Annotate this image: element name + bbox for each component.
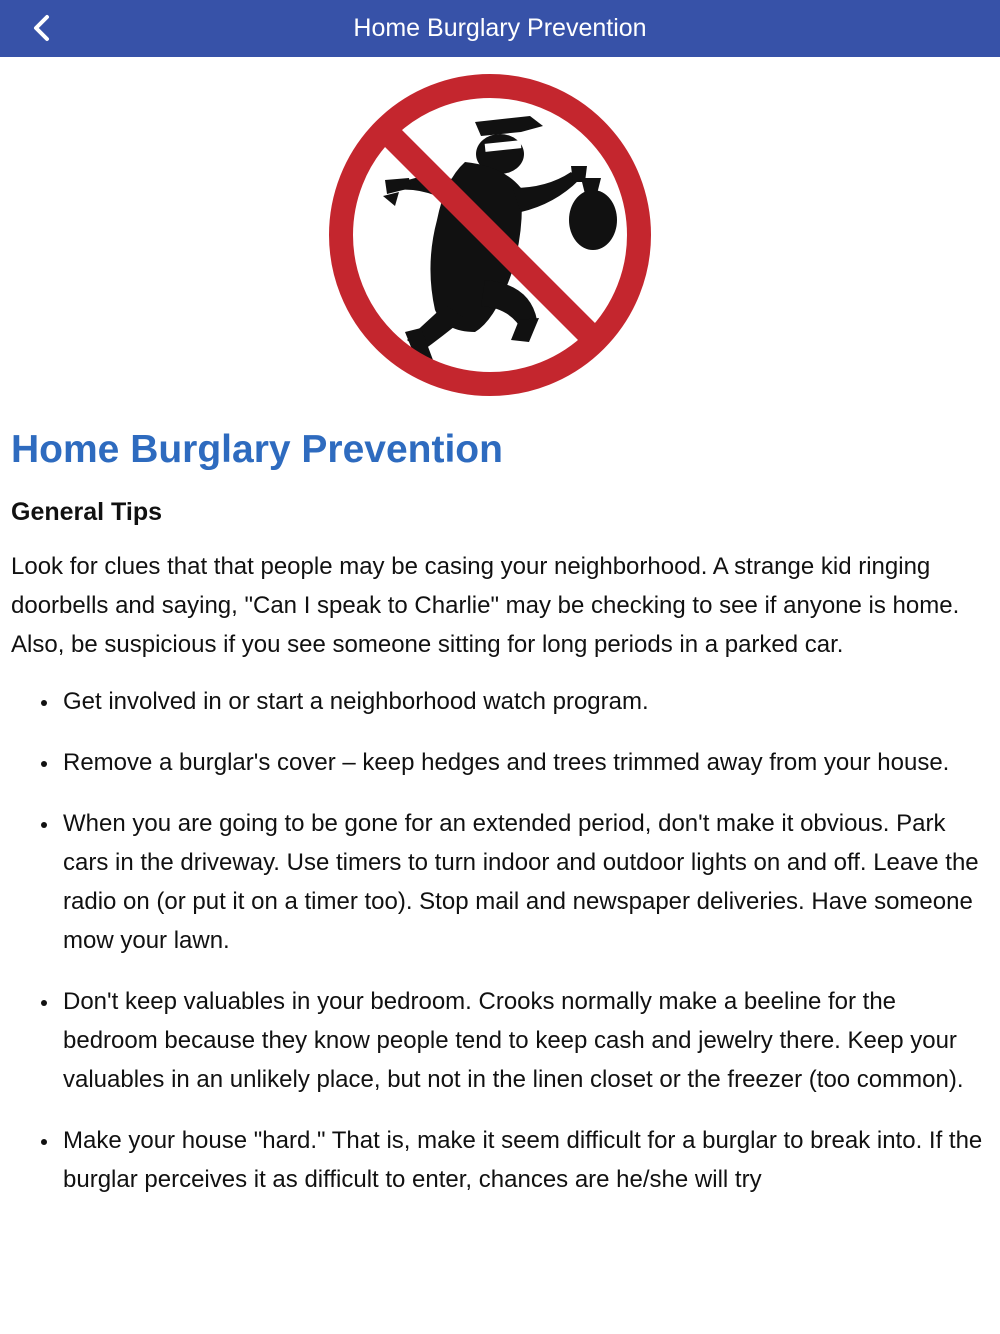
list-item: Make your house "hard." That is, make it seem difficult for a burglar to break into. If the burglar perceives it as difficult to enter, chances are he/she will try — [11, 1121, 991, 1199]
tips-list — [11, 682, 991, 1199]
list-item: Get involved in or start a neighborhood watch program. — [11, 682, 991, 721]
hero-image — [325, 70, 655, 400]
list-item: When you are going to be gone for an extended period, don't make it obvious. Park cars in the driveway. Use timers to turn indoor and outdoor lights on and off. Leave the radio on (or put it on a timer too). Stop mail and newspaper deliveries. Have someone mow your lawn. — [11, 804, 991, 960]
nav-bar — [0, 0, 1000, 57]
section-heading: General Tips — [11, 498, 162, 526]
page-title: Home Burglary Prevention — [11, 428, 503, 471]
intro-paragraph: Look for clues that that people may be casing your neighborhood. A strange kid ringing doorbells and saying, "Can I speak to Charlie" may be checking to see if anyone is home. Also, be suspicious if you see someone sitting for long periods in a parked car. — [11, 553, 960, 658]
back-button[interactable] — [22, 8, 62, 48]
no-burglar-icon — [325, 70, 655, 400]
article-content — [11, 70, 991, 1221]
list-item: Don't keep valuables in your bedroom. Crooks normally make a beeline for the bedroom because they know people tend to keep cash and jewelry there. Keep your valuables in an unlikely place, but not in the linen closet or the freezer (too common). — [11, 982, 991, 1099]
list-item: Remove a burglar's cover – keep hedges and trees trimmed away from your house. — [11, 743, 991, 782]
chevron-left-icon — [31, 13, 53, 43]
nav-title: Home Burglary Prevention — [353, 14, 647, 42]
